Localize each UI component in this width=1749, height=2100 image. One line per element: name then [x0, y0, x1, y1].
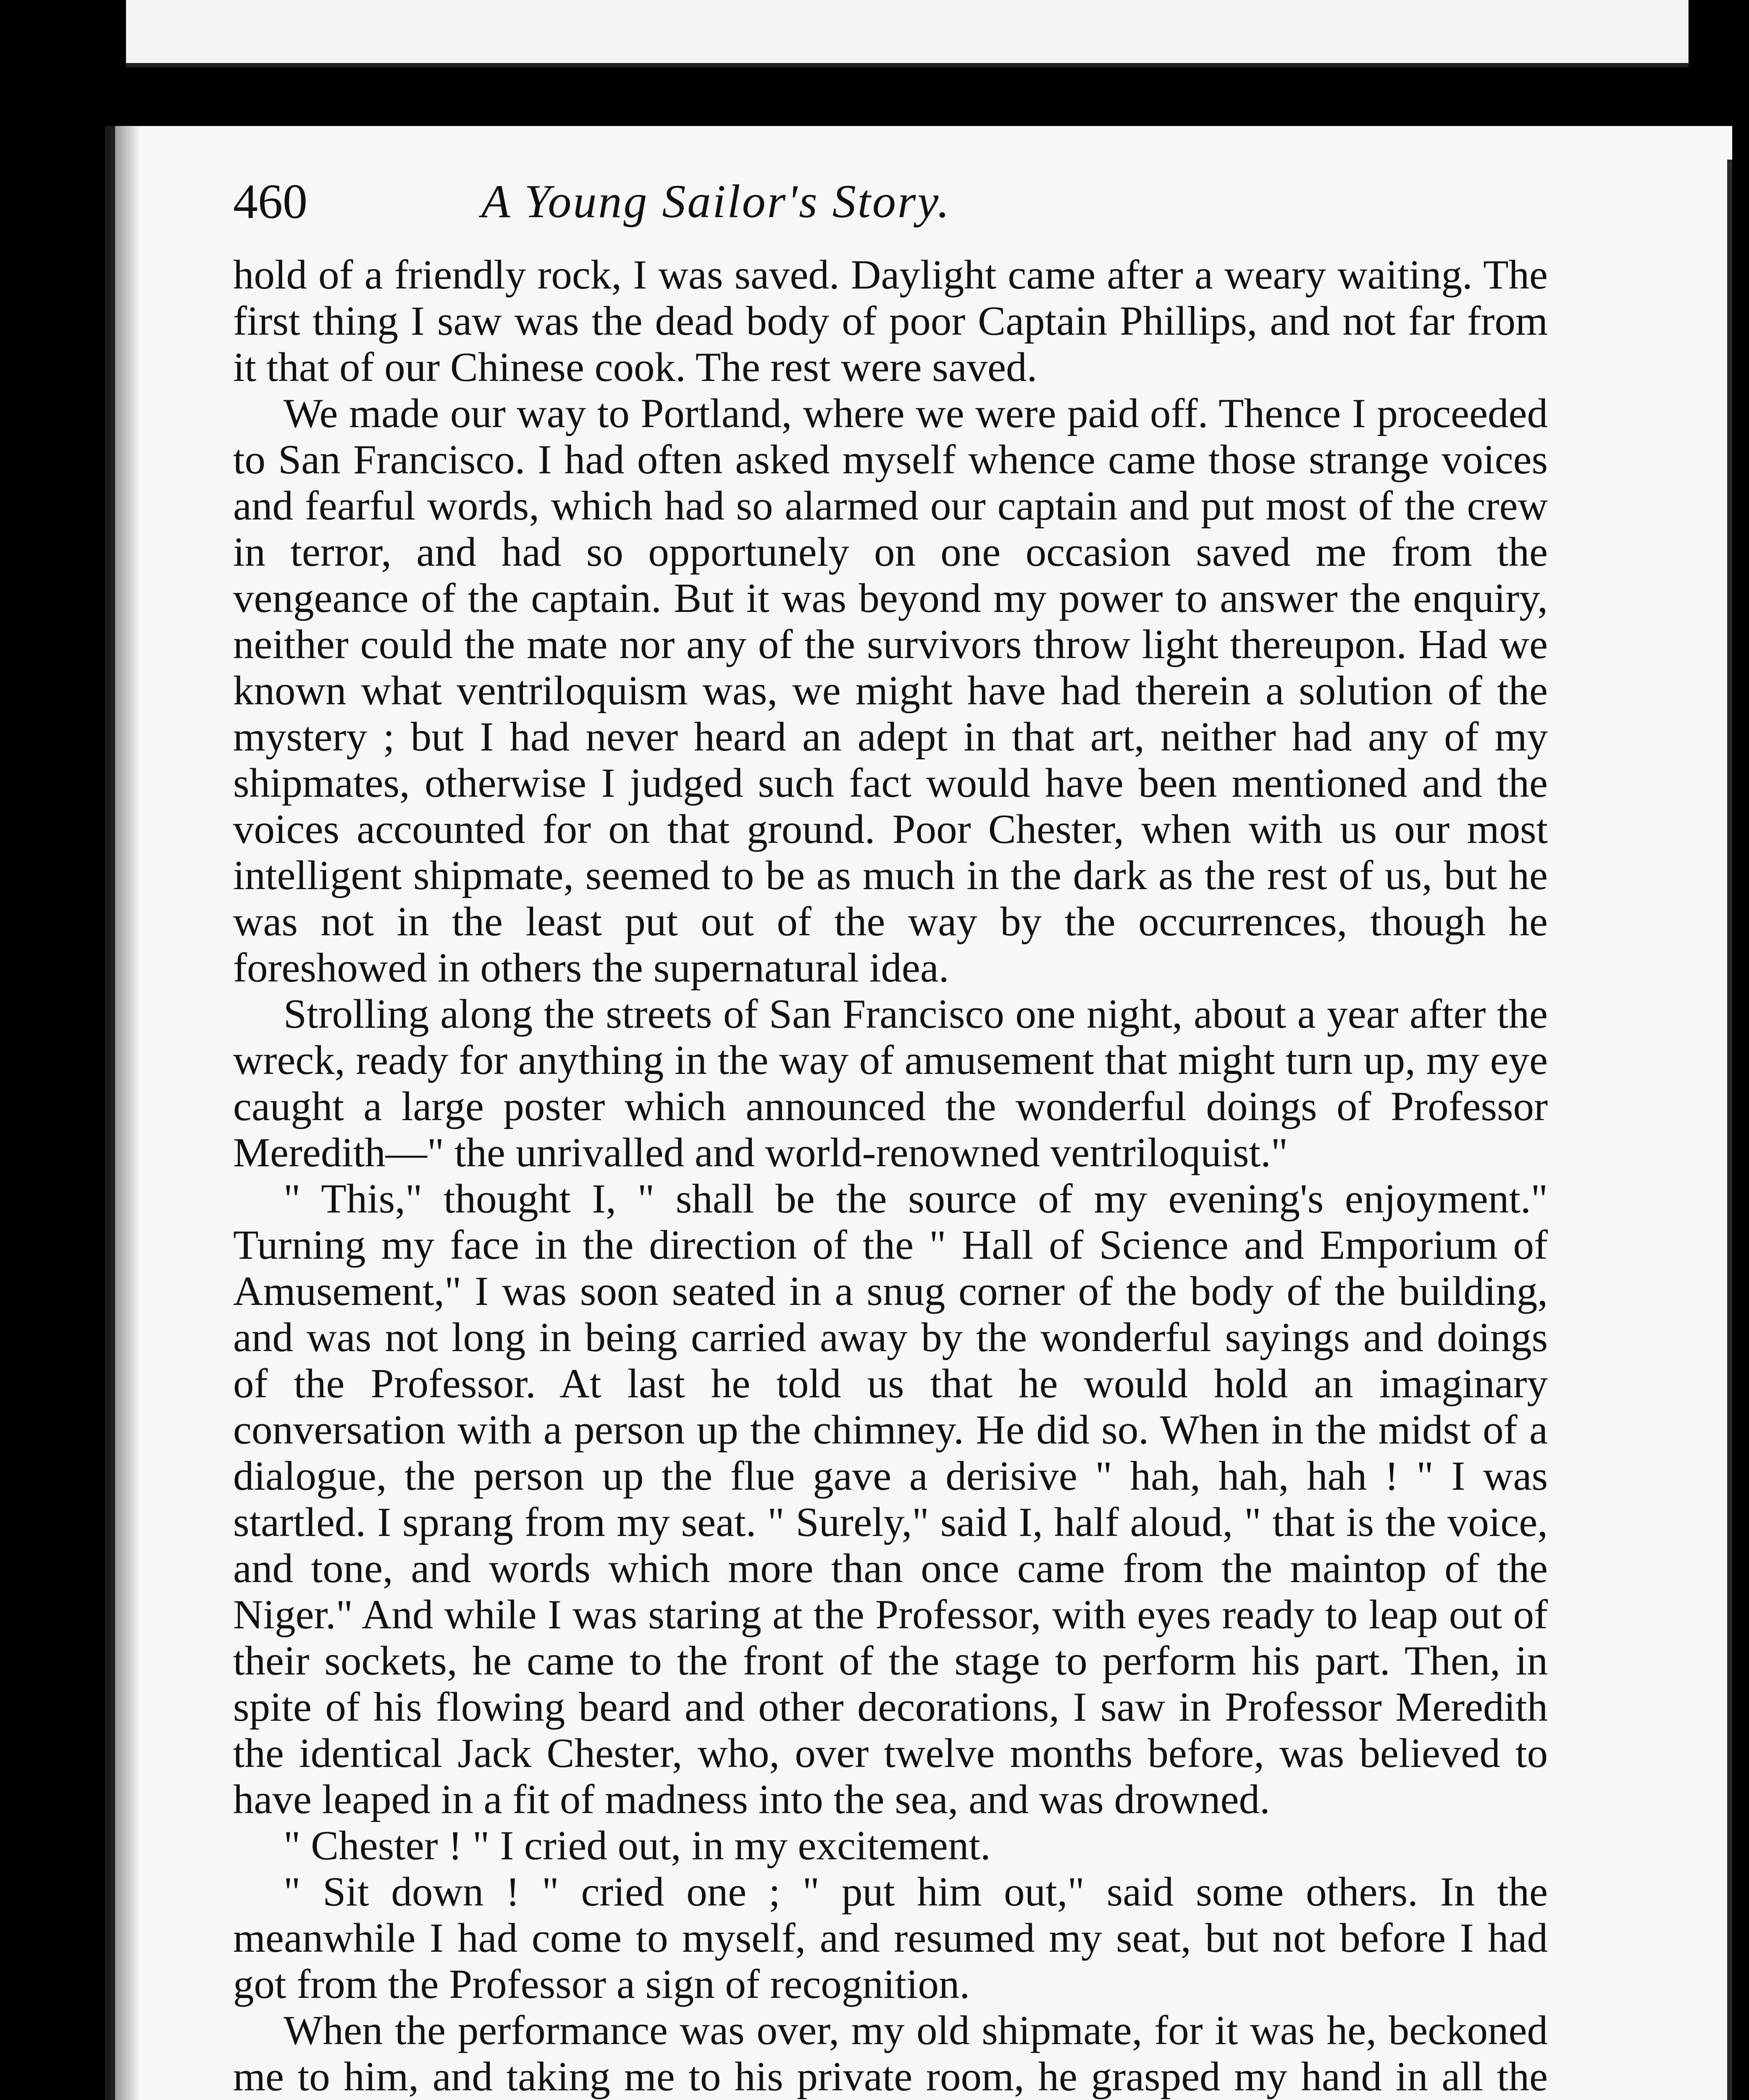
- gutter-shadow: [115, 126, 140, 2100]
- paragraph: " Sit down ! " cried one ; " put him out," said some others. In the meanwhile I had come to myself, and resumed my seat, but not before I had got from the Professor a sign of recognition.: [233, 1869, 1548, 2007]
- paragraph: When the performance was over, my old shipmate, for it was he, beckoned me to him, and taking me to his private room, he grasped my hand in all the: [233, 2008, 1548, 2100]
- body-text: [233, 252, 1548, 2100]
- paragraph: " Chester ! " I cried out, in my excitement.: [284, 1823, 991, 1869]
- paragraph: We made our way to Portland, where we were paid off. Thence I proceeded to San Francisco. I had often asked myself whence came those strange voices and fearful words, which had so alarmed our captain and put most of the crew in terror, and had so opportunely on one occasion saved me from the vengeance of the captain. But it was beyond my power to answer the enquiry, neither could the mate nor any of the survivors throw light thereupon. Had we known what ventriloquism was, we might have had therein a solution of the mystery ; but I had never heard an adept in that art, neither had any of my shipmates, otherwise I judged such fact would have been mentioned and the voices accounted for on that ground. Poor Chester, when with us our most intelligent shipmate, seemed to be as much in the dark as the rest of us, but he was not in the least put out of the way by the occurrences, though he foreshowed in others the supernatural idea.: [233, 391, 1548, 991]
- running-title: A Young Sailor's Story.: [481, 176, 951, 228]
- paragraph: " This," thought I, " shall be the source of my evening's enjoyment." Turning my face in the direction of the " Hall of Science and Emporium of Amusement," I was soon seated in a snug corner of the body of the building, and was not long in being carried away by the wonderful sayings and doings of the Professor. At last he told us that he would hold an imaginary conversation with a person up the chimney. He did so. When in the midst of a dialogue, the person up the flue gave a derisive " hah, hah, hah ! " I was startled. I sprang from my seat. " Surely," said I, half aloud, " that is the voice, and tone, and words which more than once came from the maintop of the Niger." And while I was staring at the Professor, with eyes ready to leap out of their sockets, he came to the front of the stage to perform his part. Then, in spite of his flowing beard and other decorations, I saw in Professor Meredith the identical Jack Chester, who, over twelve months before, was believed to have leaped in a fit of madness into the sea, and was drowned.: [233, 1176, 1548, 1822]
- page-edge: [1727, 160, 1732, 2100]
- paragraph: hold of a friendly rock, I was saved. Daylight came after a weary waiting. The first thing I saw was the dead body of poor Captain Phillips, and not far from it that of our Chinese cook. The rest were saved.: [233, 252, 1548, 390]
- page-header: [233, 160, 1199, 244]
- previous-page-edge: [126, 0, 1689, 67]
- page-number: 460: [233, 174, 307, 229]
- paragraph: Strolling along the streets of San Francisco one night, about a year after the wreck, ready for anything in the way of amusement that might turn up, my eye caught a large poster which announced the wonderful doings of Professor Meredith—" the unrivalled and world-renowned ventriloquist.": [233, 991, 1548, 1176]
